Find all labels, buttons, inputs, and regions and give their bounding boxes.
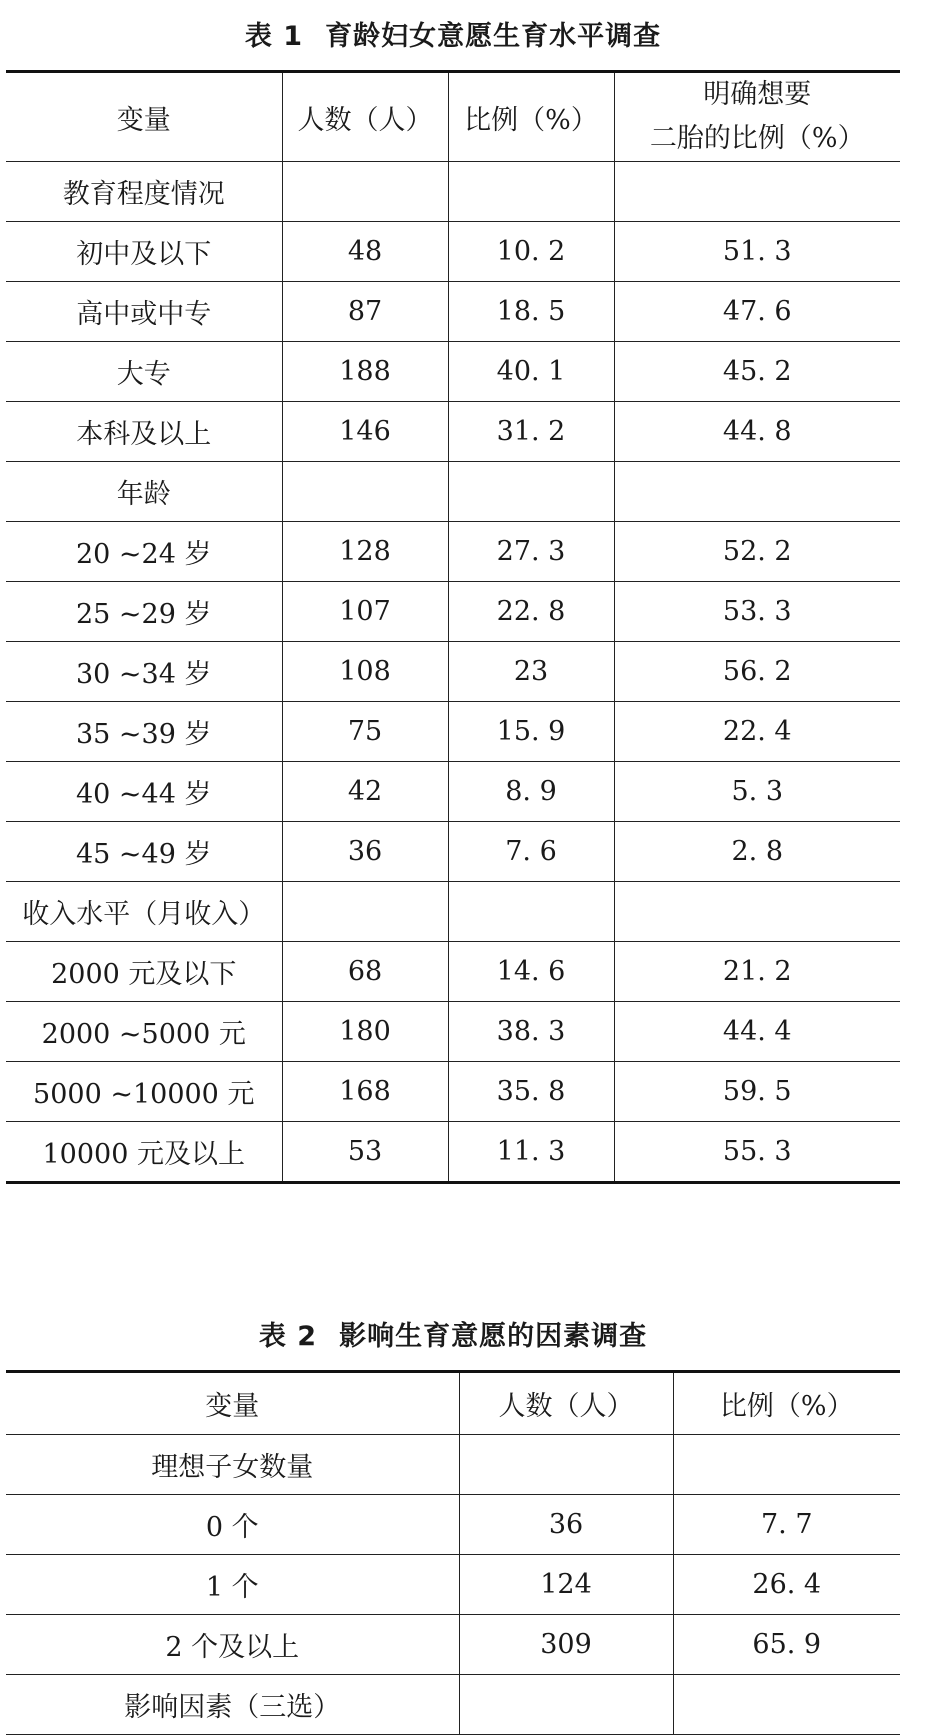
table-2-header-row xyxy=(6,1372,900,1435)
table-cell xyxy=(282,462,448,522)
table-2-header-variable: 变量 xyxy=(6,1372,459,1435)
table-cell: 2000 ~5000 元 xyxy=(6,1002,282,1062)
table-cell: 309 xyxy=(459,1615,673,1675)
table-cell xyxy=(282,882,448,942)
table-1-header-row xyxy=(6,72,900,162)
table-cell xyxy=(448,882,614,942)
table-cell: 年龄 xyxy=(6,462,282,522)
table-cell: 108 xyxy=(282,642,448,702)
table-2-title: 影响生育意愿的因素调查 xyxy=(339,1321,648,1352)
table-cell: 0 个 xyxy=(6,1495,459,1555)
table-cell xyxy=(282,162,448,222)
table-cell: 影响因素（三选） xyxy=(6,1675,459,1735)
table-cell: 44. 8 xyxy=(614,402,900,462)
table-row xyxy=(6,1435,900,1495)
table-cell: 23 xyxy=(448,642,614,702)
table-cell: 5000 ~10000 元 xyxy=(6,1062,282,1122)
table-cell xyxy=(614,162,900,222)
table-cell: 2. 8 xyxy=(614,822,900,882)
table-row xyxy=(6,282,900,342)
table-cell: 51. 3 xyxy=(614,222,900,282)
table-cell xyxy=(614,462,900,522)
table-cell: 55. 3 xyxy=(614,1122,900,1183)
table-cell: 1 个 xyxy=(6,1555,459,1615)
table-cell: 35. 8 xyxy=(448,1062,614,1122)
table-cell: 87 xyxy=(282,282,448,342)
table-cell xyxy=(614,882,900,942)
table-1-header-count: 人数（人） xyxy=(282,72,448,162)
table-cell: 5. 3 xyxy=(614,762,900,822)
table-cell: 14. 6 xyxy=(448,942,614,1002)
table-cell: 理想子女数量 xyxy=(6,1435,459,1495)
table-cell: 7. 6 xyxy=(448,822,614,882)
table-cell: 188 xyxy=(282,342,448,402)
table-row xyxy=(6,1675,900,1735)
table-row xyxy=(6,1002,900,1062)
table-1-header-second-child-line1: 明确想要 xyxy=(703,79,812,110)
table-row xyxy=(6,882,900,942)
table-cell: 56. 2 xyxy=(614,642,900,702)
table-cell xyxy=(673,1675,900,1735)
table-cell: 2000 元及以下 xyxy=(6,942,282,1002)
table-cell: 18. 5 xyxy=(448,282,614,342)
table-cell: 本科及以上 xyxy=(6,402,282,462)
table-cell: 40. 1 xyxy=(448,342,614,402)
table-cell: 7. 7 xyxy=(673,1495,900,1555)
table-row xyxy=(6,942,900,1002)
table-cell: 20 ~24 岁 xyxy=(6,522,282,582)
table-cell xyxy=(448,462,614,522)
table-row xyxy=(6,462,900,522)
table-1-block xyxy=(6,0,900,1184)
table-row xyxy=(6,1122,900,1183)
table-cell: 107 xyxy=(282,582,448,642)
table-cell: 168 xyxy=(282,1062,448,1122)
table-row xyxy=(6,822,900,882)
table-row xyxy=(6,222,900,282)
table-1-caption xyxy=(6,0,900,70)
table-cell xyxy=(673,1435,900,1495)
table-cell: 10000 元及以上 xyxy=(6,1122,282,1183)
table-cell: 128 xyxy=(282,522,448,582)
table-row xyxy=(6,642,900,702)
table-row xyxy=(6,1555,900,1615)
table-cell: 22. 8 xyxy=(448,582,614,642)
table-cell: 44. 4 xyxy=(614,1002,900,1062)
table-cell xyxy=(448,162,614,222)
table-cell: 31. 2 xyxy=(448,402,614,462)
table-cell: 45. 2 xyxy=(614,342,900,402)
table-cell: 75 xyxy=(282,702,448,762)
table-row xyxy=(6,522,900,582)
table-row xyxy=(6,702,900,762)
table-1-header-ratio: 比例（%） xyxy=(448,72,614,162)
table-cell: 40 ~44 岁 xyxy=(6,762,282,822)
table-2-number: 表 2 xyxy=(258,1321,318,1352)
table-row xyxy=(6,342,900,402)
table-2-caption xyxy=(6,1300,900,1370)
table-cell: 2 个及以上 xyxy=(6,1615,459,1675)
table-row xyxy=(6,1615,900,1675)
table-cell: 大专 xyxy=(6,342,282,402)
table-row xyxy=(6,1062,900,1122)
table-cell: 52. 2 xyxy=(614,522,900,582)
table-cell: 10. 2 xyxy=(448,222,614,282)
table-1-number: 表 1 xyxy=(244,21,304,52)
table-row xyxy=(6,162,900,222)
table-cell: 8. 9 xyxy=(448,762,614,822)
table-cell: 146 xyxy=(282,402,448,462)
table-1-header-second-child-line2: 二胎的比例（%） xyxy=(649,123,865,154)
table-cell: 收入水平（月收入） xyxy=(6,882,282,942)
table-cell: 59. 5 xyxy=(614,1062,900,1122)
table-1-header-variable: 变量 xyxy=(6,72,282,162)
table-cell xyxy=(459,1435,673,1495)
table-2-header-ratio: 比例（%） xyxy=(673,1372,900,1435)
table-cell: 45 ~49 岁 xyxy=(6,822,282,882)
table-cell: 22. 4 xyxy=(614,702,900,762)
table-cell: 36 xyxy=(282,822,448,882)
table-cell: 30 ~34 岁 xyxy=(6,642,282,702)
table-1-title: 育龄妇女意愿生育水平调查 xyxy=(325,21,662,52)
table-cell: 初中及以下 xyxy=(6,222,282,282)
table-row xyxy=(6,402,900,462)
table-cell: 25 ~29 岁 xyxy=(6,582,282,642)
table-cell: 27. 3 xyxy=(448,522,614,582)
table-cell: 124 xyxy=(459,1555,673,1615)
table-cell: 高中或中专 xyxy=(6,282,282,342)
table-cell: 48 xyxy=(282,222,448,282)
table-2-header-count: 人数（人） xyxy=(459,1372,673,1435)
table-cell: 65. 9 xyxy=(673,1615,900,1675)
table-cell: 35 ~39 岁 xyxy=(6,702,282,762)
table-cell: 36 xyxy=(459,1495,673,1555)
table-cell: 38. 3 xyxy=(448,1002,614,1062)
table-cell: 教育程度情况 xyxy=(6,162,282,222)
table-cell: 26. 4 xyxy=(673,1555,900,1615)
table-cell: 11. 3 xyxy=(448,1122,614,1183)
table-row xyxy=(6,1495,900,1555)
table-cell xyxy=(459,1675,673,1735)
table-cell: 21. 2 xyxy=(614,942,900,1002)
table-cell: 42 xyxy=(282,762,448,822)
table-cell: 68 xyxy=(282,942,448,1002)
table-row xyxy=(6,582,900,642)
table-row xyxy=(6,762,900,822)
table-cell: 53. 3 xyxy=(614,582,900,642)
table-2-block xyxy=(6,1300,900,1735)
table-2 xyxy=(6,1370,900,1735)
table-cell: 53 xyxy=(282,1122,448,1183)
table-cell: 47. 6 xyxy=(614,282,900,342)
table-1-header-second-child-ratio xyxy=(614,72,900,162)
table-cell: 15. 9 xyxy=(448,702,614,762)
table-cell: 180 xyxy=(282,1002,448,1062)
table-1 xyxy=(6,70,900,1184)
